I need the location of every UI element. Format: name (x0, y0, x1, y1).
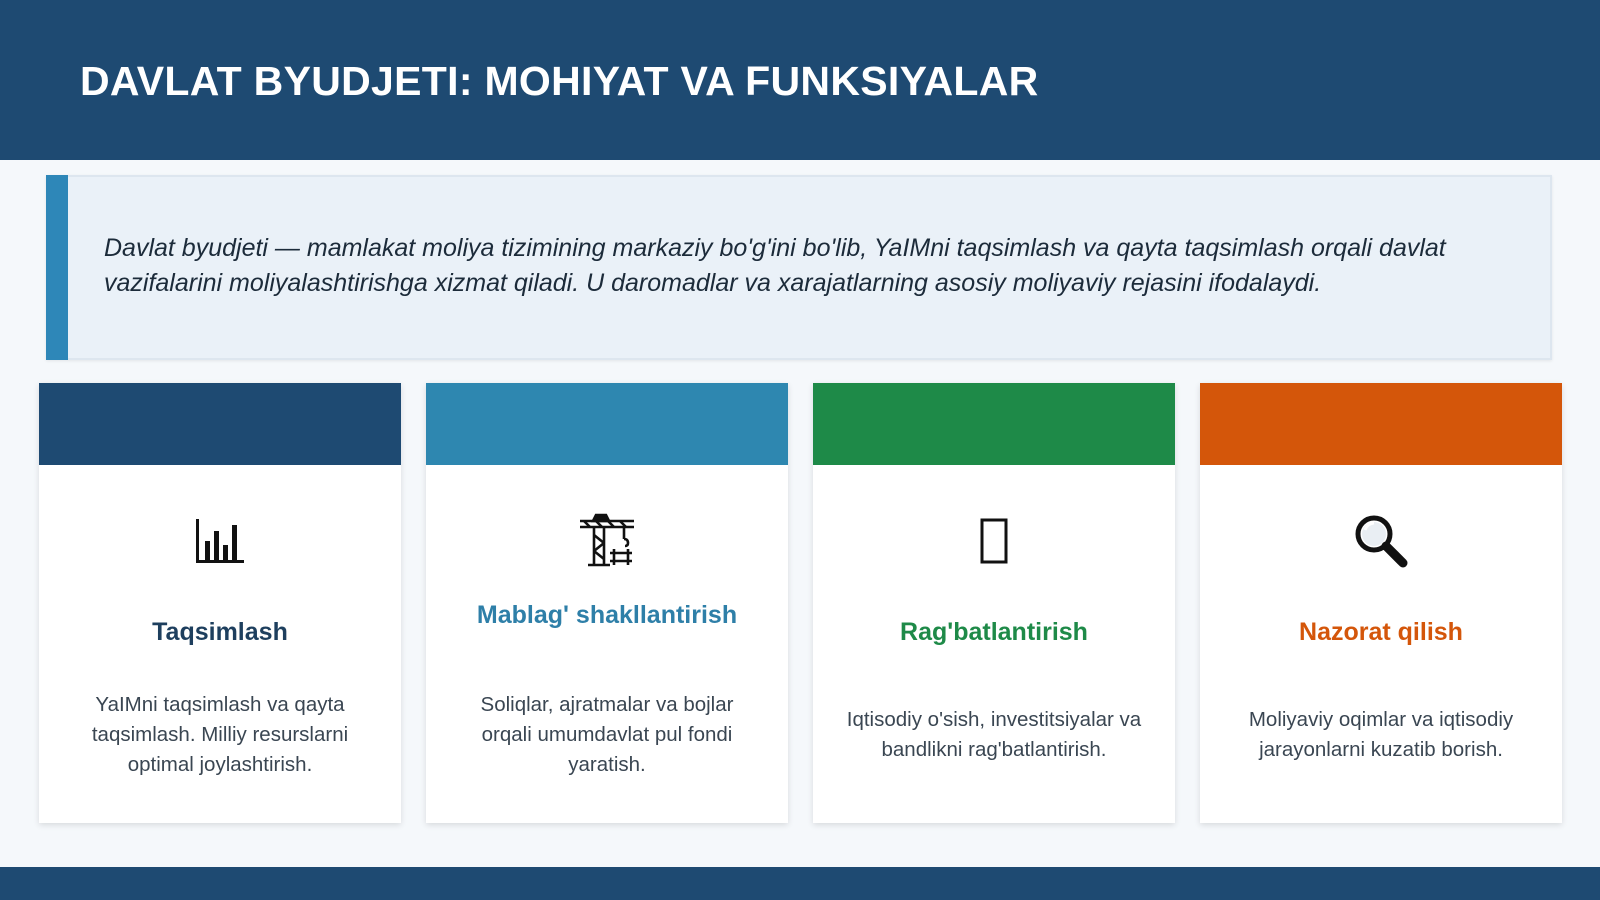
missing-glyph-icon (813, 509, 1175, 573)
card-description: YaIMni taqsimlash va qayta taqsimlash. Milliy resurslarni optimal joylashtirish. (91, 693, 349, 776)
card-taqsimlash (39, 383, 401, 823)
card-mablag-shakllantirish (426, 383, 788, 823)
card-title: Taqsimlash (152, 618, 288, 646)
header-bar (0, 0, 1600, 160)
card-color-band (1200, 383, 1562, 465)
construction-crane-icon (426, 509, 788, 573)
card-title: Nazorat qilish (1299, 618, 1463, 646)
card-color-band (39, 383, 401, 465)
card-description: Iqtisodiy o'sish, investitsiyalar va bandlikni rag'batlantirish. (846, 708, 1142, 761)
card-description: Soliqlar, ajratmalar va bojlar orqali umumdavlat pul fondi yaratish. (480, 693, 734, 776)
card-color-band (426, 383, 788, 465)
intro-accent-bar (46, 175, 68, 360)
card-title: Mablag' shakllantirish (476, 601, 738, 629)
card-nazorat-qilish (1200, 383, 1562, 823)
magnifier-icon (1200, 509, 1562, 573)
card-title: Rag'batlantirish (900, 618, 1088, 646)
page-title: DAVLAT BYUDJETI: MOHIYAT VA FUNKSIYALAR (80, 58, 1039, 104)
card-color-band (813, 383, 1175, 465)
intro-box (46, 175, 1552, 360)
card-ragbatlantirish (813, 383, 1175, 823)
bar-chart-icon (39, 509, 401, 573)
card-description: Moliyaviy oqimlar va iqtisodiy jarayonlarni kuzatib borish. (1248, 708, 1514, 761)
footer-bar (0, 867, 1600, 900)
function-cards (39, 383, 1563, 823)
intro-text: Davlat byudjeti — mamlakat moliya tizimining markaziy bo'g'ini bo'lib, YaIMni taqsimlash va qayta taqsimlash orqali davlat vazifalarini moliyalashtirishga xizmat qiladi. U daromadlar va xarajatlarning asosiy moliyaviy rejasini ifodalaydi. (104, 234, 1446, 297)
